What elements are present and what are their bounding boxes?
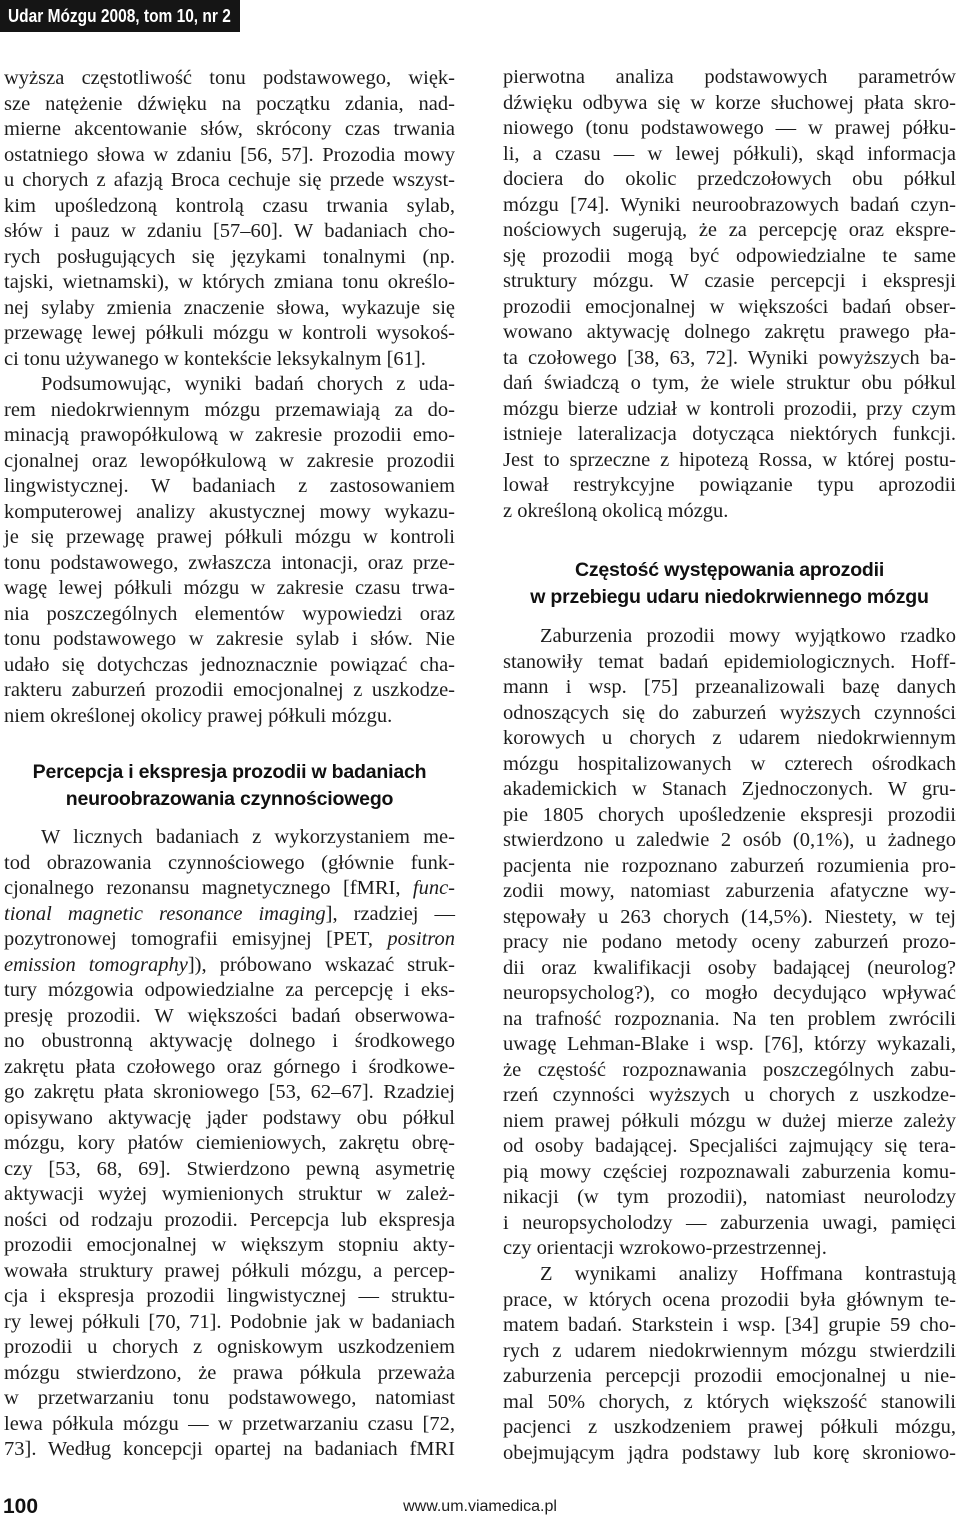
text-line: przewagę lewej półkuli mózgu w kontroli wysokoś- [4, 322, 455, 344]
text-line: pracy nie podano metody oceny zaburzeń prozo- [503, 931, 956, 953]
heading-line: w przebiegu udaru niedokrwiennego mózgu [530, 585, 929, 608]
text-line: u chorych z afazją Broca cechuje się przede wszyst- [4, 169, 455, 191]
text-line: niowego (tonu podstawowego — w prawej półku- [503, 117, 956, 139]
text-line: cjonalnej oraz lewopółkulową w zakresie prozodii [4, 449, 455, 472]
text-line: wowała struktury prawej półkuli mózgu, a percep- [4, 1259, 455, 1282]
text-line: tajski, wietnamski), w których zmiana tonu określo- [4, 271, 455, 293]
text-line: dźwięku odbywa się w korze słuchowej płata skro- [503, 91, 956, 114]
text-line: stwierdzono u zaledwie 2 osób (0,1%), u żadnego [503, 829, 956, 851]
text-line: lewa półkula mózgu — w przetwarzaniu czasu [72, [4, 1412, 455, 1435]
journal-issue-title: Udar Mózgu 2008, tom 10, nr 2 [8, 6, 231, 26]
text-line: lował restrykcyjne powiązanie typu aprozodii [503, 474, 956, 496]
text-line [4, 953, 455, 979]
text-line: rem niedokrwiennym mózgu przemawiają za do- [4, 398, 455, 421]
text-line: pią mowy częściej rozpoznawali zaburzenia komu- [503, 1160, 956, 1183]
text-line: stanowiły temat badań epidemiologicznych. Hoff- [503, 650, 956, 673]
text-line: struktury mózgu. W czasie percepcji i ekspresji [503, 270, 956, 292]
text-line: cja i ekspresja prozodii lingwistycznej — struktu- [4, 1285, 455, 1307]
text-line: w przetwarzaniu tonu podstawowego, natomiast [4, 1387, 455, 1409]
text-line: mierne akcentowanie słów, skrócony czas trwania [4, 118, 455, 140]
text-line: ta czołowego [38, 63, 72]. Wyniki powyższych ba- [503, 346, 956, 369]
text-line: rzeń czynności wyższych u chorych z uszkodze- [503, 1084, 956, 1106]
text-line: dań świadczą o tym, że wiele struktur obu półkul [503, 372, 956, 394]
text-line: go zakrętu płata skroniowego [53, 62–67]. Rzadziej [4, 1081, 455, 1103]
paragraph-frequency [503, 624, 956, 1262]
text-line: nej sylaby zmienia znaczenie słowa, wykazuje się [4, 296, 455, 319]
text-line: presję prozodii. W większości badań obserwowa- [4, 1004, 455, 1027]
heading-line: neuroobrazowania czynnościowego [65, 787, 394, 810]
text-line: rych z udarem niedokrwiennym mózgu stwierdzili [503, 1339, 956, 1362]
text-line: komputerowej analizy akustycznej mowy wykazu- [4, 500, 455, 523]
text-line: Z wynikami analizy Hoffmana kontrastują [540, 1263, 956, 1285]
text-line: uwagę Lehman-Blake i wsp. [76], którzy wykazali, [503, 1033, 956, 1055]
website-url: www.um.viamedica.pl [403, 1498, 557, 1515]
text-line: wagę lewej półkuli mózgu w zakresie czasu trwa- [4, 577, 455, 599]
text-line: czy orientacji wzrokowo-przestrzennej. [503, 1237, 827, 1259]
text-line: zodii mowy, natomiast zaburzenia afatyczne wy- [503, 880, 956, 902]
text-line: wowano aktywację dolnego zakrętu prawego pła- [503, 321, 956, 343]
text-line: niem określonej okolicy prawej półkuli mózgu. [4, 704, 393, 727]
right-column [503, 0, 956, 1480]
text-line: lingwistycznej. W badaniach z zastosowaniem [4, 475, 455, 497]
italic-term: emission tomography [4, 953, 188, 976]
text-line: zakrętu płata czołowego oraz górnego i środkowe- [4, 1055, 455, 1078]
text-line: tod obrazowania czynnościowego (głównie funk- [4, 851, 455, 874]
text-line: ry lewej półkuli [70, 71]. Podobnie jak w badaniach [4, 1310, 455, 1333]
text-line: czy [53, 68, 69]. Stwierdzono pewną asymetrię [4, 1157, 455, 1180]
text-line: sję prozodii mogą być odpowiedzialne te same [503, 244, 956, 267]
text-line: prace, w których ocena prozodii była głównym te- [503, 1288, 956, 1311]
text-line: mann i wsp. [75] przeanalizowali bazę danych [503, 676, 956, 698]
text-line: ci tonu używanego w kontekście leksykalnym [61]. [4, 347, 426, 370]
text-line: ności od rodzaju prozodii. Percepcja lub ekspresja [4, 1208, 455, 1231]
text-line: akademickich w Stanach Zjednoczonych. W gru- [503, 778, 956, 800]
text-line: że częstość rozpoznawania poszczególnych zabu- [503, 1058, 956, 1081]
text-line: kim upośledzoną kontrolą czasu trwania sylab, [4, 194, 455, 217]
text-line: niem prawej półkuli mózgu w dużej mierze zależy [503, 1109, 956, 1132]
text-line: dii oraz kwalifikacji osoby badającej (neurolog? [503, 956, 956, 979]
italic-term: func- [412, 877, 455, 899]
text-line: wyższa częstotliwość tonu podstawowego, więk- [4, 67, 455, 89]
text-line: je się przewagę prawej półkuli mózgu w kontroli [4, 526, 455, 548]
page-number: 100 [3, 1495, 39, 1518]
left-column [4, 0, 455, 1480]
text-line: mózgu [74]. Wyniki neuroobrazowych badań czyn- [503, 193, 956, 216]
text-line: li, a czasu — w lewej półkuli), skąd informacja [503, 142, 956, 165]
text-line: 73]. Według koncepcji opartej na badaniach fMRI [4, 1438, 455, 1460]
text-line: neuropsycholog?), co mogło decydująco wpływać [503, 982, 956, 1004]
text-line [4, 876, 455, 902]
section-heading [4, 759, 455, 812]
text-line: na trafność rozpoznania. Na ten problem zwrócili [503, 1007, 956, 1030]
text-line: W licznych badaniach z wykorzystaniem me- [41, 826, 455, 848]
text-line: pie 1805 chorych upośledzenie ekspresji prozodii [503, 803, 956, 826]
text-line: mózgu bierze udział w kontroli prozodii, przy czym [503, 397, 956, 420]
text-line: udało się dotychczas jednoznacznie powiązać cha- [4, 653, 455, 676]
heading-line: Percepcja i ekspresja prozodii w badaniach [32, 761, 427, 783]
text-line: słów i pauz w zdaniu [57–60]. W badaniach cho- [4, 220, 455, 242]
text-line: prozodii u chorych z ogniskowym uszkodzeniem [4, 1336, 455, 1358]
text-line: korowych u chorych z udarem niedokrwiennym [503, 727, 956, 749]
text-line: rakteru zaburzeń prozodii emocjonalnej z uszkodze- [4, 679, 455, 701]
text-line: prozodii emocjonalnej w większym stopniu akty- [4, 1234, 455, 1256]
text-line: prozodii emocjonalnej w większości badań obser- [503, 295, 956, 318]
text-line: Zaburzenia prozodii mowy wyjątkowo rzadko [540, 625, 956, 647]
paragraph-contrast [503, 1262, 956, 1466]
text-segment: ], rzadziej — [325, 902, 455, 925]
text-line: istnieje lateralizacja dotycząca niektórych funkcji. [503, 423, 956, 445]
text-line: mózgu stwierdzono, że prawa półkula przeważa [4, 1361, 455, 1384]
paragraph-continued [4, 66, 455, 372]
text-line: nia poszczególnych elementów wypowiedzi oraz [4, 602, 455, 625]
text-line: matem badań. Starkstein i wsp. [34] grupie 59 cho- [503, 1314, 956, 1336]
paragraph-summary [4, 372, 455, 729]
text-line: no obustronną aktywację dolnego i środkowego [4, 1030, 455, 1052]
text-line: obejmującym jądra podstawy lub korę skroniowo- [503, 1441, 956, 1464]
heading-line: Częstość występowania aprozodii [574, 559, 885, 581]
text-line: pierwotna analiza podstawowych parametrów [503, 66, 956, 88]
text-line [4, 927, 455, 953]
text-line: mózgu hospitalizowanych w czterech ośrodkach [503, 752, 956, 775]
text-line: mózgu, kory płatów ciemieniowych, zakrętu obrę- [4, 1132, 455, 1154]
italic-term: positron [387, 928, 455, 950]
text-line: od osoby badającej. Specjaliści zajmujący się tera- [503, 1135, 956, 1157]
text-line: zaburzenia percepcji prozodii emocjonalnej u nie- [503, 1365, 956, 1387]
text-line [4, 902, 455, 928]
section-heading [503, 557, 956, 610]
text-line: opisywano aktywację jąder podstawy obu półkul [4, 1106, 455, 1129]
text-line: nikacji (w tym prozodii), natomiast neurolodzy [503, 1186, 956, 1208]
paragraph-neuroimaging [4, 825, 455, 1463]
text-line: ostatniego słowa w zdaniu [56, 57]. Prozodia mowy [4, 143, 455, 166]
text-line: stępowały u 263 chorych (14,5%). Niestety, w tej [503, 905, 956, 928]
text-line: mal 50% chorych, z których większość stanowili [503, 1390, 956, 1413]
text-line: i neuropsycholodzy — zaburzenia uwagi, pamięci [503, 1211, 956, 1234]
text-line: minacją prawopółkulową w zakresie prozodii emo- [4, 424, 455, 446]
italic-term: tional magnetic resonance imaging [4, 902, 326, 925]
text-line: aktywacji wyżej wymienionych struktur w zależ- [4, 1183, 455, 1205]
text-line: nościowych sugerują, że za percepcję oraz ekspre- [503, 219, 956, 241]
text-segment: pozytronowej tomografii emisyjnej [PET, [4, 928, 388, 950]
text-line: pacjenci z uszkodzeniem prawej półkuli mózgu, [503, 1416, 956, 1438]
text-line: tonu podstawowego, zwłaszcza intonacji, oraz prze- [4, 551, 455, 574]
text-segment: cjonalnego rezonansu magnetycznego [fMRI, [4, 877, 413, 899]
text-line: odnoszących się do zaburzeń wyższych czynności [503, 701, 956, 724]
text-line: dociera do okolic przedczołowych obu półkul [503, 168, 956, 190]
text-line: sze natężenie dźwięku na początku zdania, nad- [4, 92, 455, 115]
text-segment: ]), próbowano wskazać struk- [187, 953, 456, 976]
text-line: tury mózgowia odpowiedzialne za percepcję i eks- [4, 979, 455, 1001]
text-line: rych posługujących się językami tonalnymi (np. [4, 245, 455, 268]
text-line: Podsumowując, wyniki badań chorych z uda- [41, 373, 455, 395]
text-line: Jest to sprzeczne z hipotezą Rossa, w której postu- [503, 448, 956, 471]
paragraph-continued [503, 65, 956, 524]
text-line: pacjenta nie rozpoznano zaburzeń rozumienia pro- [503, 854, 956, 877]
text-line: z określoną okolicą mózgu. [503, 499, 729, 522]
text-line: tonu podstawowego w zakresie sylab i słów. Nie [4, 628, 455, 650]
